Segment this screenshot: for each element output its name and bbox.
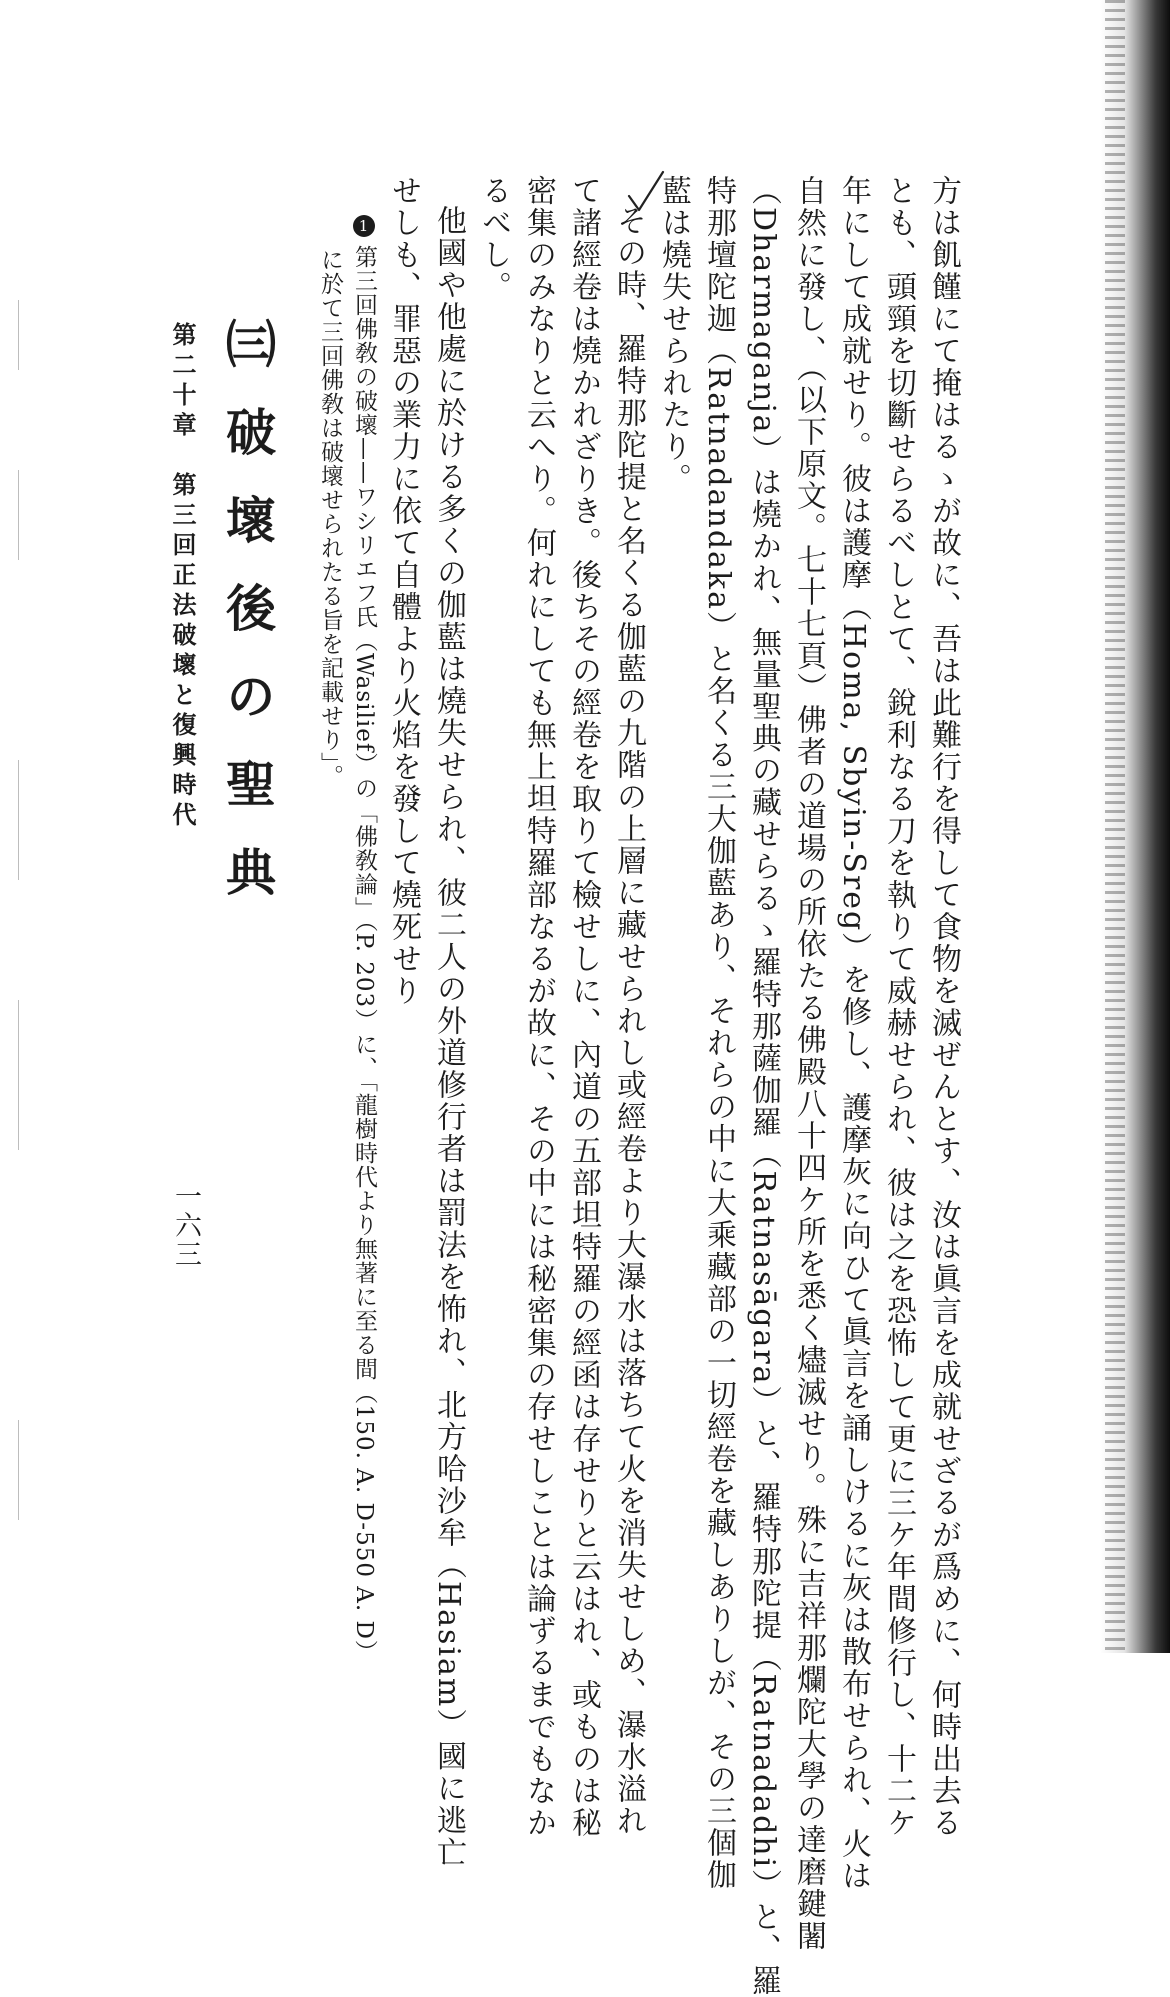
body-column-2: とも、頭頸を切斷せらるべしとて、銳利なる刀を執りて威赫せられ、彼は之を恐怖して更に三ケ年間修行し、十二ケ — [881, 175, 916, 1839]
body-column-1: 方は飢饉にて掩はるゝが故に、吾は此難行を得して食物を滅ぜんとす、汝は眞言を成就せざるが爲めに、何時出去る — [926, 175, 961, 1839]
body-column-9: て諸經卷は燒かれざりき。後ちその經卷を取りて檢せしに、內道の五部坦特羅の經函は存せりと云はれ、或ものは秘 — [566, 175, 601, 1839]
scan-artifact — [18, 1000, 19, 1150]
footnote-text-1: 第三回佛敎の破壞——ワシリエフ氏（Wasilief）の「佛敎論」（P. 203）に、「龍樹時代より無著に至る間（150. A. D-550 A. D） — [351, 245, 377, 1664]
page-number: 一六三 — [170, 1182, 201, 1269]
body-column-6: 特那壇陀迦（Ratnadandaka）と名くる三大伽藍あり、それらの中に大乘藏部の一切經卷を藏しありしが、その三個伽 — [701, 175, 736, 1891]
body-column-13: せしも、罪惡の業力に依て自體より火焰を發して燒死せり — [386, 175, 421, 1007]
page-binding-texture — [1105, 0, 1125, 1653]
body-column-11: るべし。 — [476, 175, 511, 303]
scan-artifact — [18, 760, 19, 880]
body-column-3: 年にして成就せり。彼は護摩（Homa, Sbyin-Sreg）を修し、護摩灰に向ひて眞言を誦しけるに灰は散布せられ、火は — [836, 175, 871, 1893]
scan-artifact — [18, 300, 19, 370]
scan-artifact — [18, 470, 19, 560]
body-column-12: 他國や他處に於ける多くの伽藍は燒失せられ、彼二人の外道修行者は罰法を怖れ、北方哈沙牟（Hasiam）國に逃亡 — [431, 205, 466, 1869]
section-heading: ㈢破壞後の聖典 — [218, 318, 277, 934]
body-column-8: その時、羅特那陀提と名くる伽藍の九階の上層に藏せられし或經卷より大瀑水は落ちて火を消失せしめ、瀑水溢れ — [611, 205, 646, 1837]
running-footer: 第二十章 第三回正法破壞と復興時代 — [168, 322, 197, 832]
body-column-5: （Dharmaganja）は燒かれ、無量聖典の藏せらるゝ羅特那薩伽羅（Ratnasāgara）と、羅特那陀提（Ratnadadhi）と、羅 — [746, 175, 781, 1997]
footnote-line-2: に於て三回佛敎は破壞せられたる旨を記載せり」。 — [317, 248, 343, 789]
scan-artifact — [18, 1420, 19, 1520]
body-column-10: 密集のみなりと云へり。何れにしても無上坦特羅部なるが故に、その中には秘密集の存せしことは論ずるまでもなか — [521, 175, 556, 1839]
body-column-4: 自然に發し、（以下原文。七十七頁）佛者の道場の所依たる佛殿八十四ケ所を悉く燼滅せり。殊に吉祥那爛陀大學の達磨鍵闍 — [791, 175, 826, 1952]
footnote-marker: 1 — [353, 215, 375, 237]
footnote-line-1 — [352, 215, 375, 1664]
body-column-7: 藍は燒失せられたり。 — [656, 175, 691, 495]
